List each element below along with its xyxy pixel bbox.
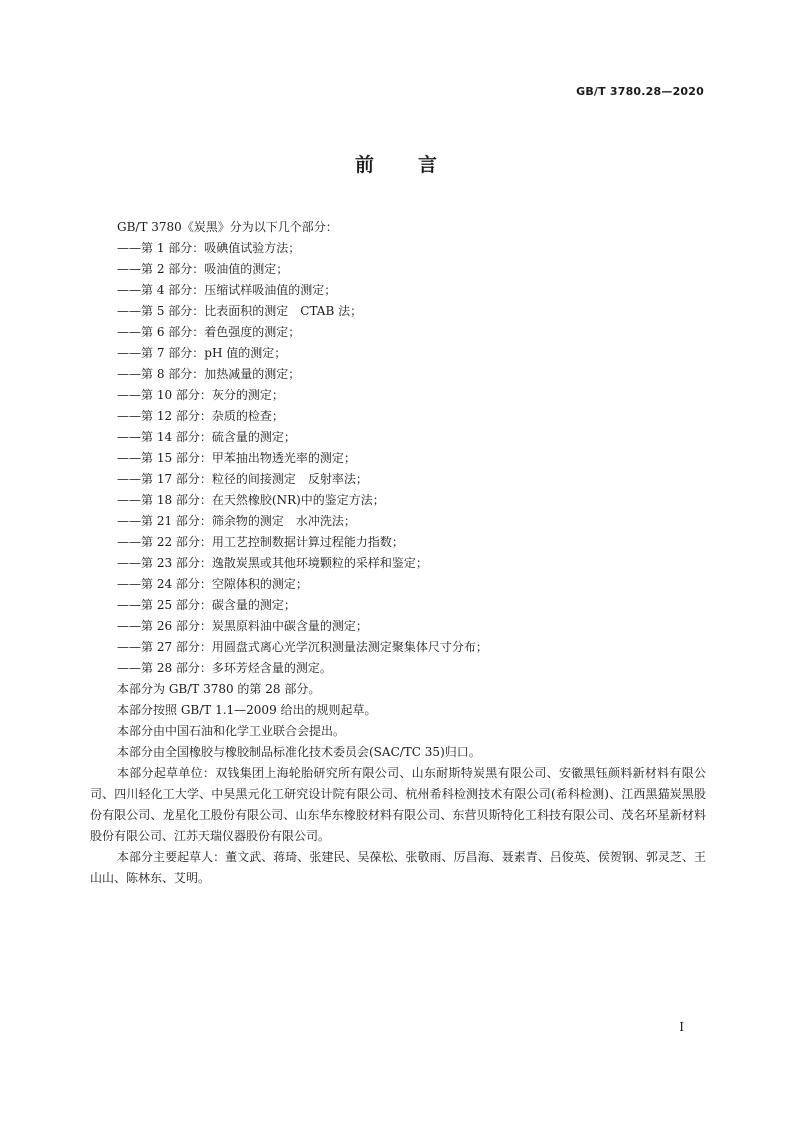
standard-number: GB/T 3780.28—2020 bbox=[576, 85, 704, 98]
list-item: ——第 12 部分：杂质的检查； bbox=[117, 409, 284, 423]
paragraph-drafting-units: 本部分起草单位：双钱集团上海轮胎研究所有限公司、山东耐斯特炭黑有限公司、安徽黑钰颜料新材料有限公司、四川轻化工大学、中昊黑元化工研究设计院有限公司、杭州希科检测技术有限公司(希科检测)、江西黑猫炭黑股份有限公司、龙星化工股份有限公司、山东华东橡胶材料有限公司、东营贝斯特化工科技有限公司、茂名环星新材料股份有限公司、江苏天瑞仪器股份有限公司。 bbox=[90, 766, 706, 843]
page-number: I bbox=[679, 1020, 684, 1034]
parts-list bbox=[90, 238, 706, 679]
list-item: ——第 24 部分：空隙体积的测定； bbox=[117, 577, 308, 591]
list-item: ——第 28 部分：多环芳烃含量的测定。 bbox=[117, 661, 332, 675]
title-char-1: 前 bbox=[354, 154, 376, 176]
foreword-body bbox=[90, 217, 706, 889]
list-item: ——第 21 部分：筛余物的测定 水冲洗法； bbox=[117, 514, 356, 528]
page-title bbox=[0, 150, 794, 177]
list-item: ——第 4 部分：压缩试样吸油值的测定； bbox=[117, 283, 337, 297]
list-item: ——第 1 部分：吸碘值试验方法； bbox=[117, 241, 301, 255]
list-item: ——第 23 部分：逸散炭黑或其他环境颗粒的采样和鉴定； bbox=[117, 556, 428, 570]
list-item: ——第 10 部分：灰分的测定； bbox=[117, 388, 284, 402]
list-item: ——第 22 部分：用工艺控制数据计算过程能力指数； bbox=[117, 535, 404, 549]
paragraph-proposer: 本部分由中国石油和化学工业联合会提出。 bbox=[117, 724, 346, 738]
list-item: ——第 17 部分：粒径的间接测定 反射率法； bbox=[117, 472, 368, 486]
paragraph-drafters: 本部分主要起草人：董文武、蒋琦、张建民、吴葆松、张敬雨、厉昌海、聂素青、吕俊英、侯贺钢、郭灵芝、王山山、陈林东、艾明。 bbox=[90, 850, 706, 885]
list-item: ——第 18 部分：在天然橡胶(NR)中的鉴定方法； bbox=[117, 493, 385, 507]
title-char-2: 言 bbox=[418, 154, 440, 176]
list-item: ——第 26 部分：炭黑原料油中碳含量的测定； bbox=[117, 619, 368, 633]
paragraph-part-number: 本部分为 GB/T 3780 的第 28 部分。 bbox=[117, 682, 321, 696]
list-item: ——第 14 部分：硫含量的测定； bbox=[117, 430, 296, 444]
list-item: ——第 15 部分：甲苯抽出物透光率的测定； bbox=[117, 451, 356, 465]
list-item: ——第 2 部分：吸油值的测定； bbox=[117, 262, 289, 276]
list-item: ——第 8 部分：加热减量的测定； bbox=[117, 367, 301, 381]
intro-line: GB/T 3780《炭黑》分为以下几个部分： bbox=[117, 220, 338, 234]
list-item: ——第 5 部分：比表面积的测定 CTAB 法； bbox=[117, 304, 363, 318]
list-item: ——第 25 部分：碳含量的测定； bbox=[117, 598, 296, 612]
paragraph-drafting-rules: 本部分按照 GB/T 1.1—2009 给出的规则起草。 bbox=[117, 703, 377, 717]
list-item: ——第 7 部分：pH 值的测定； bbox=[117, 346, 287, 360]
list-item: ——第 6 部分：着色强度的测定； bbox=[117, 325, 301, 339]
list-item: ——第 27 部分：用圆盘式离心光学沉积测量法测定聚集体尺寸分布； bbox=[117, 640, 488, 654]
paragraph-committee: 本部分由全国橡胶与橡胶制品标准化技术委员会(SAC/TC 35)归口。 bbox=[117, 745, 481, 759]
